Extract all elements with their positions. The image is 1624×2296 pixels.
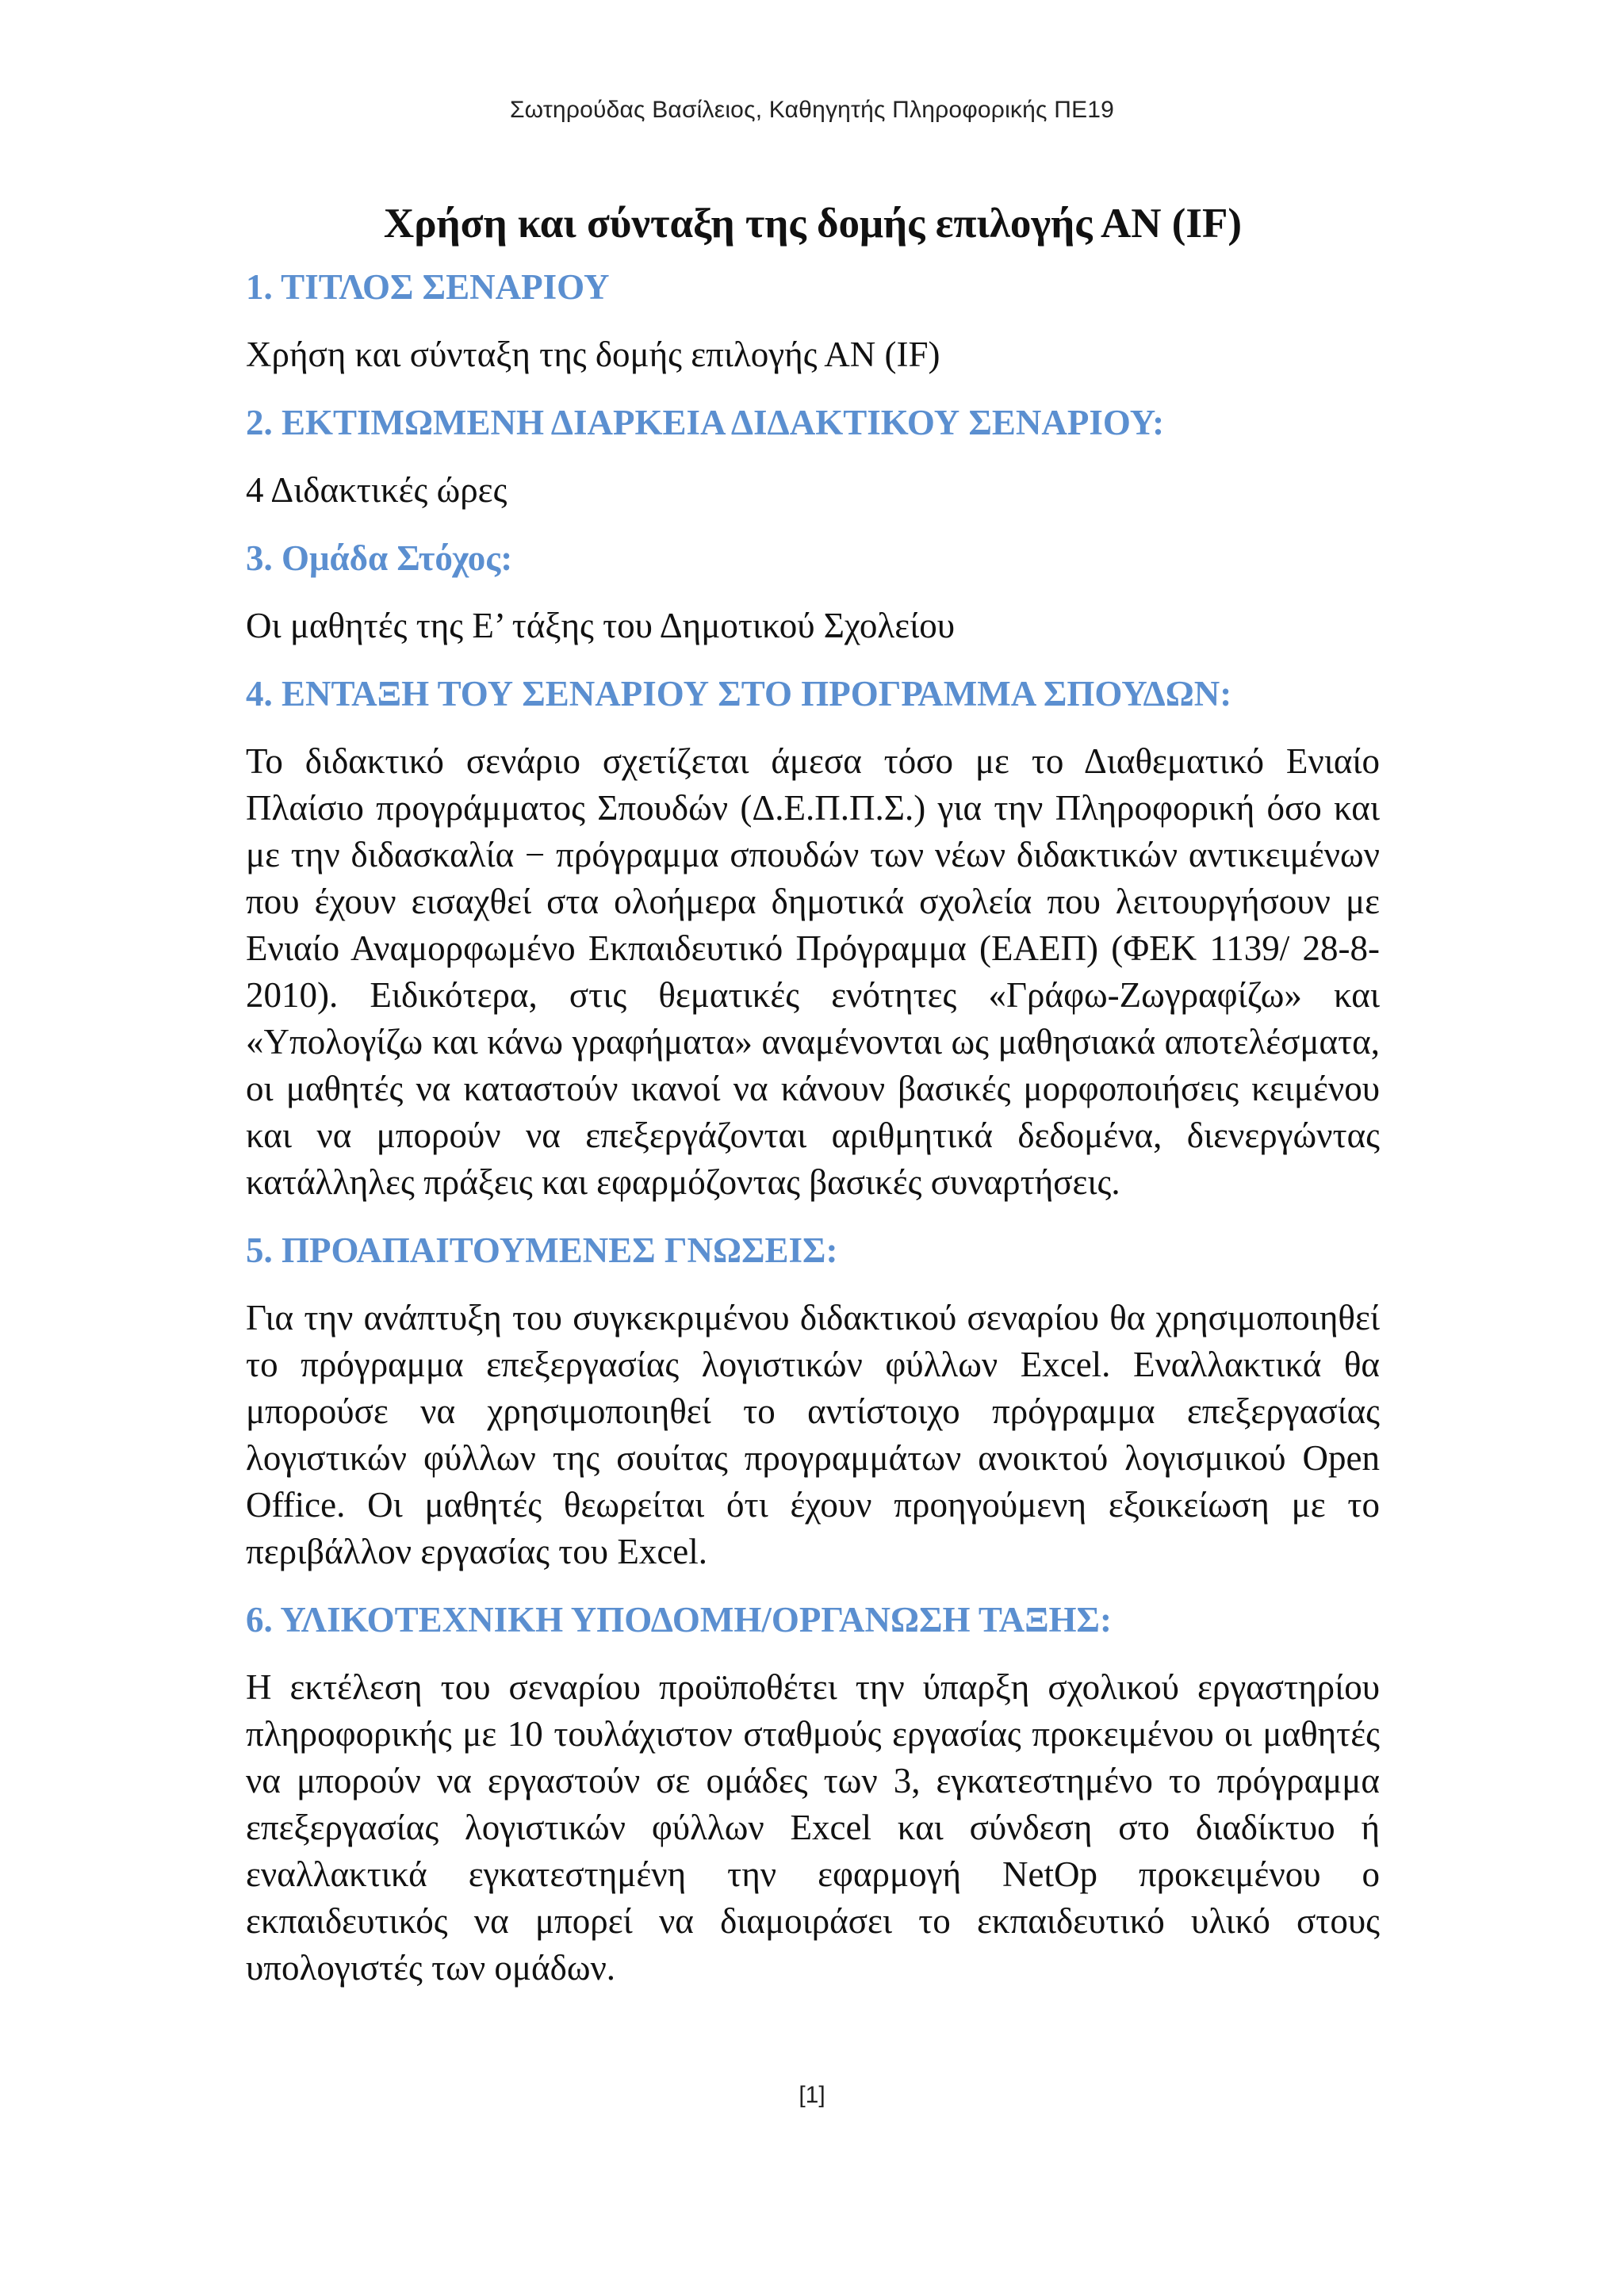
section-6: [246, 1594, 1380, 1992]
section-1: [246, 262, 1380, 378]
running-header: Σωτηρούδας Βασίλειος, Καθηγητής Πληροφορικής ΠΕ19: [509, 97, 1115, 123]
section-4: [246, 668, 1380, 1206]
section-heading: 2. ΕΚΤΙΜΩΜΕΝΗ ΔΙΑΡΚΕΙΑ ΔΙΔΑΚΤΙΚΟΥ ΣΕΝΑΡΙΟΥ:: [246, 403, 1165, 442]
section-5: [246, 1225, 1380, 1575]
section-text: Το διδακτικό σενάριο σχετίζεται άμεσα τόσο με το Διαθεματικό Ενιαίο Πλαίσιο προγράμματος Σπουδών (Δ.Ε.Π.Π.Σ.) για την Πληροφορική όσο και με την διδασκαλία − πρόγραμμα σπουδών των νέων διδακτικών αντικειμένων που έχουν εισαχθεί στα ολοήμερα δημοτικά σχολεία που λειτουργήσουν με Ενιαίο Αναμορφωμένο Εκπαιδευτικό Πρόγραμμα (ΕΑΕΠ) (ΦΕΚ 1139/ 28-8-2010). Ειδικότερα, στις θεματικές ενότητες «Γράφω-Ζωγραφίζω» και «Υπολογίζω και κάνω γραφήματα» αναμένονται ως μαθησιακά αποτελέσματα, οι μαθητές να καταστούν ικανοί να κάνουν βασικές μορφοποιήσεις κειμένου και να μπορούν να επεξεργάζονται αριθμητικά δεδομένα, διενεργώντας κατάλληλες πράξεις και εφαρμόζοντας βασικές συναρτήσεις.: [246, 741, 1380, 1202]
section-text: Η εκτέλεση του σεναρίου προϋποθέτει την ύπαρξη σχολικού εργαστηρίου πληροφορικής με 10 τουλάχιστον σταθμούς εργασίας προκειμένου οι μαθητές να μπορούν να εργαστούν σε ομάδες των 3, εγκατεστημένο το πρόγραμμα επεξεργασίας λογιστικών φύλλων Excel και σύνδεση στο διαδίκτυο ή εναλλακτικά εγκατεστημένη την εφαρμογή NetOp προκειμένου ο εκπαιδευτικός να μπορεί να διαμοιράσει το εκπαιδευτικό υλικό στους υπολογιστές των ομάδων.: [246, 1667, 1380, 1988]
section-text: 4 Διδακτικές ώρες: [246, 470, 508, 510]
section-text: Οι μαθητές της Ε’ τάξης του Δημοτικού Σχολείου: [246, 606, 956, 645]
section-heading: 6. ΥΛΙΚΟΤΕΧΝΙΚΗ ΥΠΟΔΟΜΗ/ΟΡΓΑΝΩΣΗ ΤΑΞΗΣ:: [246, 1600, 1112, 1640]
section-heading: 1. ΤΙΤΛΟΣ ΣΕΝΑΡΙΟΥ: [246, 267, 610, 307]
section-2: [246, 397, 1380, 514]
section-heading: 3. Ομάδα Στόχος:: [246, 538, 513, 578]
document-content: [246, 192, 1380, 2011]
section-text: Για την ανάπτυξη του συγκεκριμένου διδακτικού σεναρίου θα χρησιμοποιηθεί το πρόγραμμα επεξεργασίας λογιστικών φύλλων Excel. Εναλλακτικά θα μπορούσε να χρησιμοποιηθεί το αντίστοιχο πρόγραμμα επεξεργασίας λογιστικών φύλλων της σουίτας προγραμμάτων ανοικτού λογισμικού Open Office. Οι μαθητές θεωρείται ότι έχουν προηγούμενη εξοικείωση με το περιβάλλον εργασίας του Excel.: [246, 1298, 1380, 1571]
section-heading: 5. ΠΡΟΑΠΑΙΤΟΥΜΕΝΕΣ ΓΝΩΣΕΙΣ:: [246, 1230, 838, 1270]
document-title: Χρήση και σύνταξη της δομής επιλογής ΑΝ (IF): [383, 201, 1243, 247]
page-number: [1]: [799, 2082, 825, 2108]
section-3: [246, 533, 1380, 649]
section-heading: 4. ΕΝΤΑΞΗ ΤΟΥ ΣΕΝΑΡΙΟΥ ΣΤΟ ΠΡΟΓΡΑΜΜΑ ΣΠΟΥΔΩΝ:: [246, 674, 1232, 714]
section-text: Χρήση και σύνταξη της δομής επιλογής ΑΝ (IF): [246, 335, 940, 374]
